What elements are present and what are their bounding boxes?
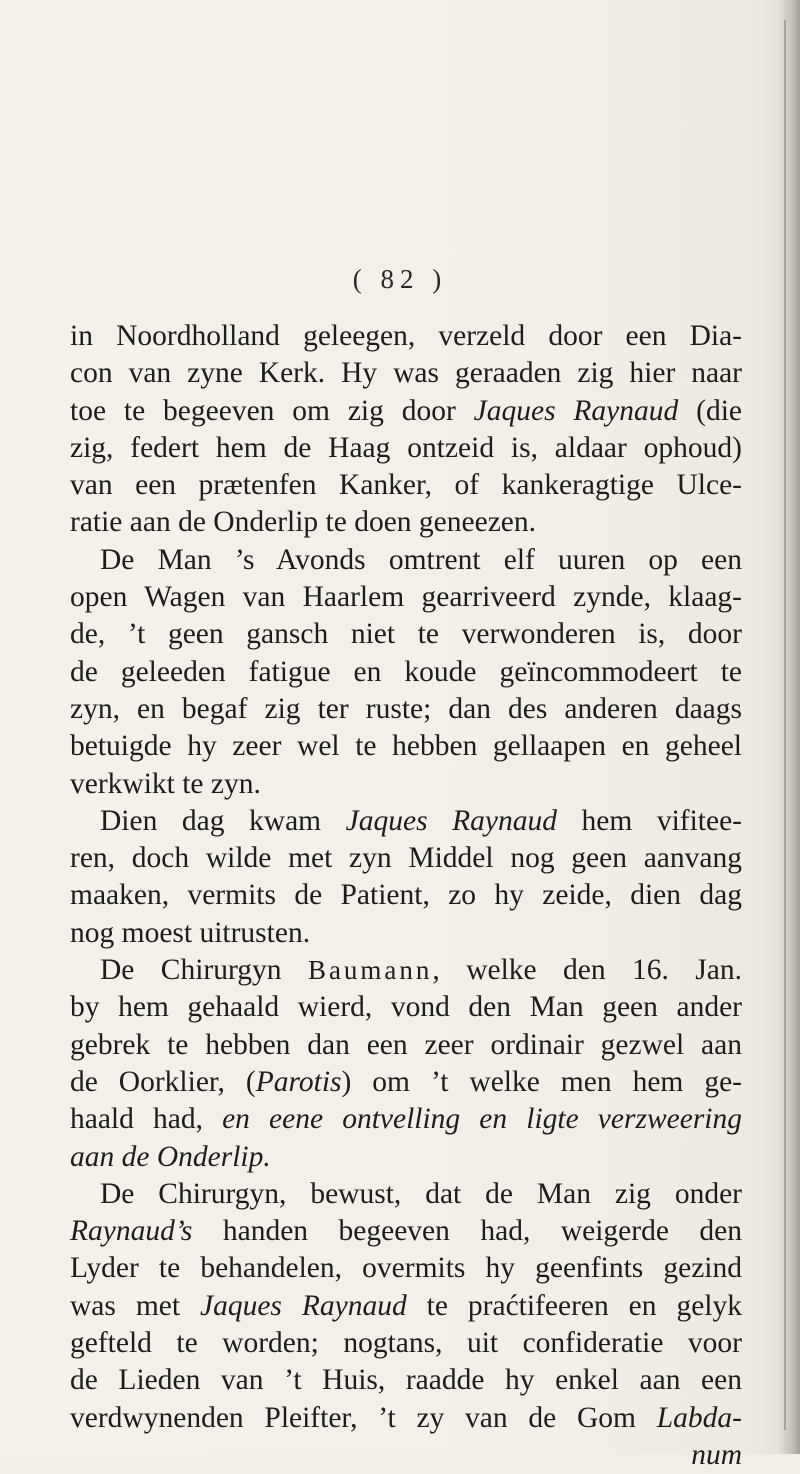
page-edge-shadow bbox=[778, 0, 800, 1454]
text-line: zig, federt hem de Haag ontzeid is, aldaar ophoud) bbox=[70, 431, 742, 464]
text-line: De Chirurgyn Baumann, welke den 16. Jan. bbox=[100, 954, 742, 987]
text-line: de geleeden fatigue en koude geïncommodeert te bbox=[70, 655, 742, 688]
text-line: zyn, en begaf zig ter ruste; dan des anderen daags bbox=[70, 692, 742, 725]
text-line: verkwikt te zyn. bbox=[70, 767, 261, 800]
text-line: betuigde hy zeer wel te hebben gellaapen en geheel bbox=[70, 730, 742, 763]
text-line: by hem gehaald wierd, vond den Man geen ander bbox=[70, 991, 742, 1024]
text-line: nog moest uitrusten. bbox=[70, 916, 311, 949]
text-line: was met Jaques Raynaud te praćtifeeren en gelyk bbox=[70, 1289, 742, 1322]
text-line: Lyder te behandelen, overmits hy geenfints gezind bbox=[70, 1252, 742, 1285]
text-line: gefteld te worden; nogtans, uit confideratie voor bbox=[70, 1327, 742, 1360]
text-line: de Lieden van ’t Huis, raadde hy enkel aan een bbox=[70, 1364, 742, 1397]
text-line: ren, doch wilde met zyn Middel nog geen aanvang bbox=[70, 842, 742, 875]
text-line: haald had, en eene ontvelling en ligte verzweering bbox=[70, 1103, 742, 1136]
text-line: ratie aan de Onderlip te doen geneezen. bbox=[70, 506, 537, 539]
page-number: ( 82 ) bbox=[352, 264, 448, 294]
text-line: de Oorklier, (Parotis) om ’t welke men hem ge- bbox=[70, 1065, 742, 1098]
text-line: Raynaud’s handen begeeven had, weigerde den bbox=[70, 1215, 742, 1248]
page-binding-edge bbox=[784, 20, 786, 1430]
text-line: van een prætenfen Kanker, of kankeragtige Ulce- bbox=[70, 469, 742, 502]
text-line: De Man ’s Avonds omtrent elf uuren op een bbox=[100, 543, 742, 576]
text-line: Dien dag kwam Jaques Raynaud hem vifitee- bbox=[100, 804, 743, 837]
text-line: open Wagen van Haarlem gearriveerd zynde, klaag- bbox=[70, 581, 742, 614]
text-line: maaken, vermits de Patient, zo hy zeide, dien dag bbox=[70, 879, 742, 912]
text-line: de, ’t geen gansch niet te verwonderen is, door bbox=[70, 618, 742, 651]
text-line: gebrek te hebben dan een zeer ordinair gezwel aan bbox=[70, 1028, 742, 1061]
text-line: in Noordholland geleegen, verzeld door een Dia- bbox=[70, 320, 742, 352]
text-line: con van zyne Kerk. Hy was geraaden zig hier naar bbox=[70, 357, 742, 390]
text-line: De Chirurgyn, bewust, dat de Man zig onder bbox=[100, 1177, 742, 1210]
text-line: verdwynenden Pleifter, ’t zy van de Gom Labda- bbox=[70, 1401, 742, 1434]
text-line: aan de Onderlip. bbox=[70, 1140, 271, 1173]
text-line: toe te begeeven om zig door Jaques Raynaud (die bbox=[70, 394, 742, 427]
catchword: num bbox=[691, 1438, 742, 1471]
body-text bbox=[70, 318, 742, 1474]
